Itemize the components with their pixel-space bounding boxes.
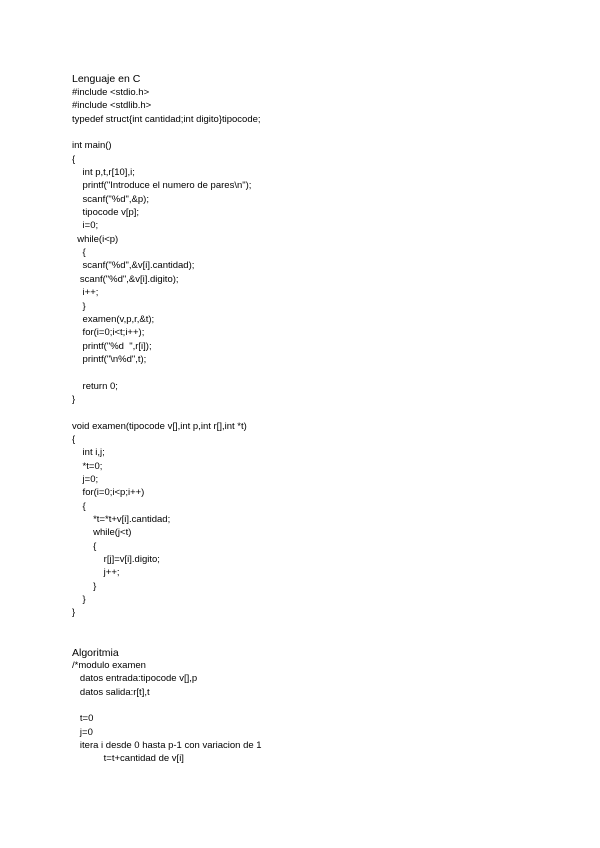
code-line: int main(): [72, 140, 112, 152]
code-line: int p,t,r[10],i;: [72, 167, 135, 179]
code-line: [72, 406, 261, 419]
code-line: scanf("%d",&v[i].digito);: [72, 273, 179, 285]
code-line: for(i=0;i<p;i++): [72, 487, 145, 499]
code-line: return 0;: [72, 380, 118, 392]
code-line: i=0;: [72, 220, 99, 232]
code-line: *t=*t+v[i].cantidad;: [72, 514, 171, 525]
code-line: }: [72, 580, 97, 592]
code-line: }: [72, 594, 86, 606]
code-line: tipocode v[p];: [72, 207, 140, 219]
code-line: scanf("%d",&v[i].cantidad);: [72, 260, 195, 272]
code-line: /*modulo examen: [72, 660, 146, 671]
code-line: j++;: [72, 567, 120, 579]
code-line: void examen(tipocode v[],int p,int r[],int *t): [72, 420, 247, 432]
code-line: printf("%d ",r[i]);: [72, 340, 152, 352]
section-title-algoritmia: Algoritmia: [72, 647, 119, 659]
code-line: datos salida:r[t],t: [72, 686, 150, 698]
code-line: [72, 126, 261, 139]
code-line: }: [72, 300, 86, 312]
code-line: j=0: [72, 726, 93, 738]
section-title-lenguaje-c: Lenguaje en C: [72, 73, 141, 85]
code-line: j=0;: [72, 473, 99, 485]
code-line: int i,j;: [72, 447, 105, 459]
code-line: [72, 699, 262, 712]
code-line: {: [72, 433, 76, 445]
code-line: while(j<t): [72, 527, 132, 539]
code-line: [72, 366, 261, 379]
code-line: }: [72, 607, 76, 619]
code-line: for(i=0;i<t;i++);: [72, 327, 145, 339]
code-line: *t=0;: [72, 460, 103, 472]
code-line: while(i<p): [72, 233, 119, 245]
code-line: {: [72, 153, 76, 165]
code-line: r[j]=v[i].digito;: [72, 554, 160, 566]
code-line: {: [72, 540, 97, 552]
code-line: i++;: [72, 287, 99, 299]
code-block-algoritmia: [72, 659, 262, 766]
code-line: printf("Introduce el numero de pares\n");: [72, 180, 252, 192]
code-line: }: [72, 393, 76, 405]
code-line: t=t+cantidad de v[i]: [72, 753, 184, 765]
code-line: {: [72, 500, 86, 512]
code-line: #include <stdio.h>: [72, 87, 150, 98]
code-line: t=0: [72, 713, 94, 725]
code-line: scanf("%d",&p);: [72, 193, 149, 205]
code-line: itera i desde 0 hasta p-1 con variacion de 1: [72, 740, 262, 752]
code-line: #include <stdlib.h>: [72, 100, 152, 112]
code-line: examen(v,p,r,&t);: [72, 313, 155, 325]
code-line: typedef struct{int cantidad;int digito}tipocode;: [72, 113, 261, 125]
code-block-c: [72, 86, 261, 620]
code-line: datos entrada:tipocode v[],p: [72, 673, 198, 685]
code-line: {: [72, 247, 86, 259]
code-line: printf("\n%d",t);: [72, 353, 147, 365]
